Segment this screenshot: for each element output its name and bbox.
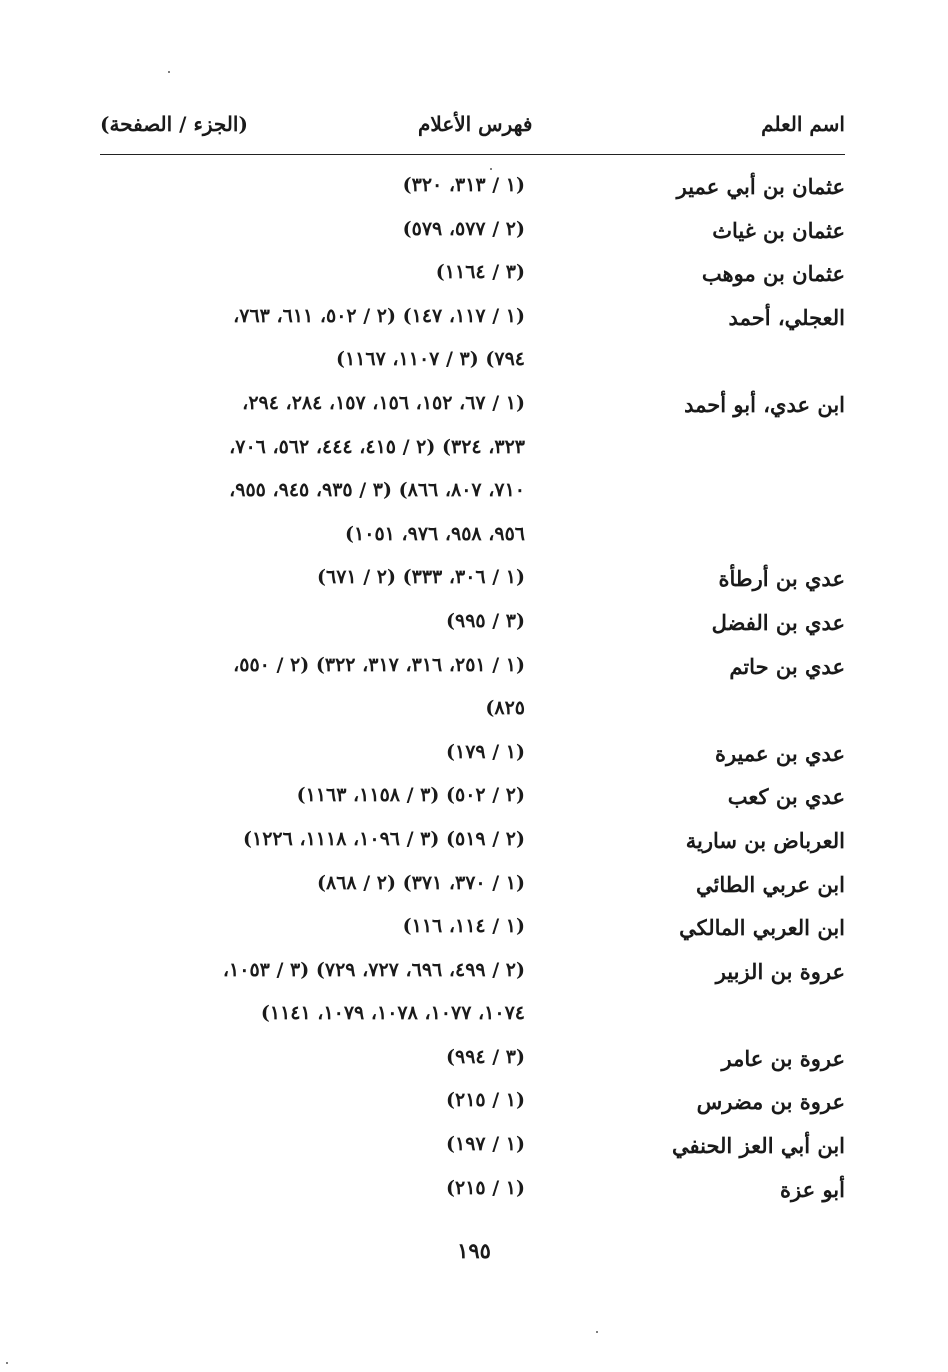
volume-page-references: ٧٩٤) (٣ / ١١٠٧، ١١٦٧) xyxy=(335,348,525,371)
person-name: عدي بن الفضل xyxy=(711,609,845,635)
index-row xyxy=(100,648,845,692)
index-row xyxy=(100,778,845,822)
volume-page-references: (٢ / ٥٧٧، ٥٧٩) xyxy=(402,217,525,240)
index-row xyxy=(100,822,845,866)
person-name: عروة بن الزبير xyxy=(715,958,845,984)
person-name: عثمان بن أبي عمير xyxy=(676,174,845,199)
person-name: العرباض بن سارية xyxy=(685,827,845,853)
person-name: عروة بن مضرس xyxy=(696,1089,845,1115)
volume-page-references: (٣ / ٩٩٥) xyxy=(445,609,525,632)
page-number: ١٩٥ xyxy=(457,1238,491,1263)
volume-page-references: (١ / ١٩٧) xyxy=(445,1133,525,1156)
index-row xyxy=(100,866,845,910)
person-name: عدي بن عميرة xyxy=(714,740,845,766)
index-row xyxy=(100,1040,845,1084)
index-row xyxy=(100,909,845,953)
person-name: عثمان بن موهب xyxy=(701,261,845,287)
volume-page-references: (١ / ٦٧، ١٥٢، ١٥٦، ١٥٧، ٢٨٤، ٢٩٤، xyxy=(242,391,525,414)
page-title: فهرس الأعلام xyxy=(418,112,533,136)
index-row xyxy=(100,255,845,299)
index-row xyxy=(100,735,845,779)
volume-page-references: (٣ / ٩٩٤) xyxy=(445,1045,525,1068)
volume-page-references: (٢ / ٤٩٩، ٦٩٦، ٧٢٧، ٧٢٩) (٣ / ١٠٥٣، xyxy=(222,958,525,981)
person-name: عروة بن عامر xyxy=(721,1045,845,1071)
person-name: أبو عزة xyxy=(780,1176,845,1202)
volume-page-references: ٨٢٥) xyxy=(485,697,525,720)
page-header xyxy=(100,112,845,148)
volume-page-references: (٣ / ١١٦٤) xyxy=(435,261,525,284)
volume-page-references: (١ / ٢١٥) xyxy=(445,1176,525,1199)
person-name: عثمان بن غياث xyxy=(712,217,845,243)
index-row-continuation xyxy=(100,517,845,561)
scan-speck xyxy=(6,1362,8,1364)
index-row xyxy=(100,299,845,343)
volume-page-references: (١ / ١١٤، ١١٦) xyxy=(402,915,525,938)
person-name: ابن العربي المالكي xyxy=(679,915,845,941)
volume-page-references: (١ / ١١٧، ١٤٧) (٢ / ٥٠٢، ٦١١، ٧٦٣، xyxy=(233,304,525,327)
index-row xyxy=(100,1171,845,1215)
person-name: ابن أبي العز الحنفي xyxy=(672,1133,845,1159)
index-row xyxy=(100,386,845,430)
index-row-continuation xyxy=(100,691,845,735)
index-row xyxy=(100,1083,845,1127)
reference-column-heading: (الجزء / الصفحة) xyxy=(100,112,248,136)
volume-page-references: ١٠٧٤، ١٠٧٧، ١٠٧٨، ١٠٧٩، ١١٤١) xyxy=(260,1002,525,1025)
index-row-continuation xyxy=(100,430,845,474)
person-name: العجلي، أحمد xyxy=(728,304,845,330)
person-name: عدي بن حاتم xyxy=(729,653,845,679)
scan-speck xyxy=(168,71,170,73)
volume-page-references: ٩٥٦، ٩٥٨، ٩٧٦، ١٠٥١) xyxy=(345,522,525,545)
name-column-heading: اسم العلم xyxy=(761,112,845,136)
volume-page-references: (١ / ٣٧٠، ٣٧١) (٢ / ٨٦٨) xyxy=(316,871,525,894)
scan-speck xyxy=(596,1331,598,1333)
volume-page-references: (٢ / ٥٠٢) (٣ / ١١٥٨، ١١٦٣) xyxy=(296,784,525,807)
index-row xyxy=(100,604,845,648)
person-name: عدي بن كعب xyxy=(727,784,845,810)
index-row-continuation xyxy=(100,473,845,517)
volume-page-references: (١ / ١٧٩) xyxy=(445,740,525,763)
index-row-continuation xyxy=(100,342,845,386)
volume-page-references: ٣٢٣، ٣٢٤) (٢ / ٤١٥، ٤٤٤، ٥٦٢، ٧٠٦، xyxy=(229,435,525,458)
volume-page-references: (١ / ٣١٣، ٣٢٠) xyxy=(402,174,525,196)
scan-speck xyxy=(490,168,492,170)
volume-page-references: (١ / ٣٠٦، ٣٣٣) (٢ / ٦٧١) xyxy=(316,566,525,589)
index-row xyxy=(100,953,845,997)
person-name: ابن عربي الطائي xyxy=(696,871,845,897)
person-name: عدي بن أرطأة xyxy=(718,566,845,592)
index-row xyxy=(100,1127,845,1171)
index-row-continuation xyxy=(100,996,845,1040)
volume-page-references: (١ / ٢٥١، ٣١٦، ٣١٧، ٣٢٢) (٢ / ٥٥٠، xyxy=(233,653,525,676)
index-entries xyxy=(100,168,845,1214)
volume-page-references: (٢ / ٥١٩) (٣ / ١٠٩٦، ١١١٨، ١٢٢٦) xyxy=(243,827,525,850)
person-name: ابن عدي، أبو أحمد xyxy=(684,391,845,417)
header-divider xyxy=(100,154,845,155)
index-row xyxy=(100,212,845,256)
volume-page-references: ٧١٠، ٨٠٧، ٨٦٦) (٣ / ٩٣٥، ٩٤٥، ٩٥٥، xyxy=(229,479,525,502)
index-row xyxy=(100,560,845,604)
index-row xyxy=(100,168,845,212)
volume-page-references: (١ / ٢١٥) xyxy=(445,1089,525,1112)
